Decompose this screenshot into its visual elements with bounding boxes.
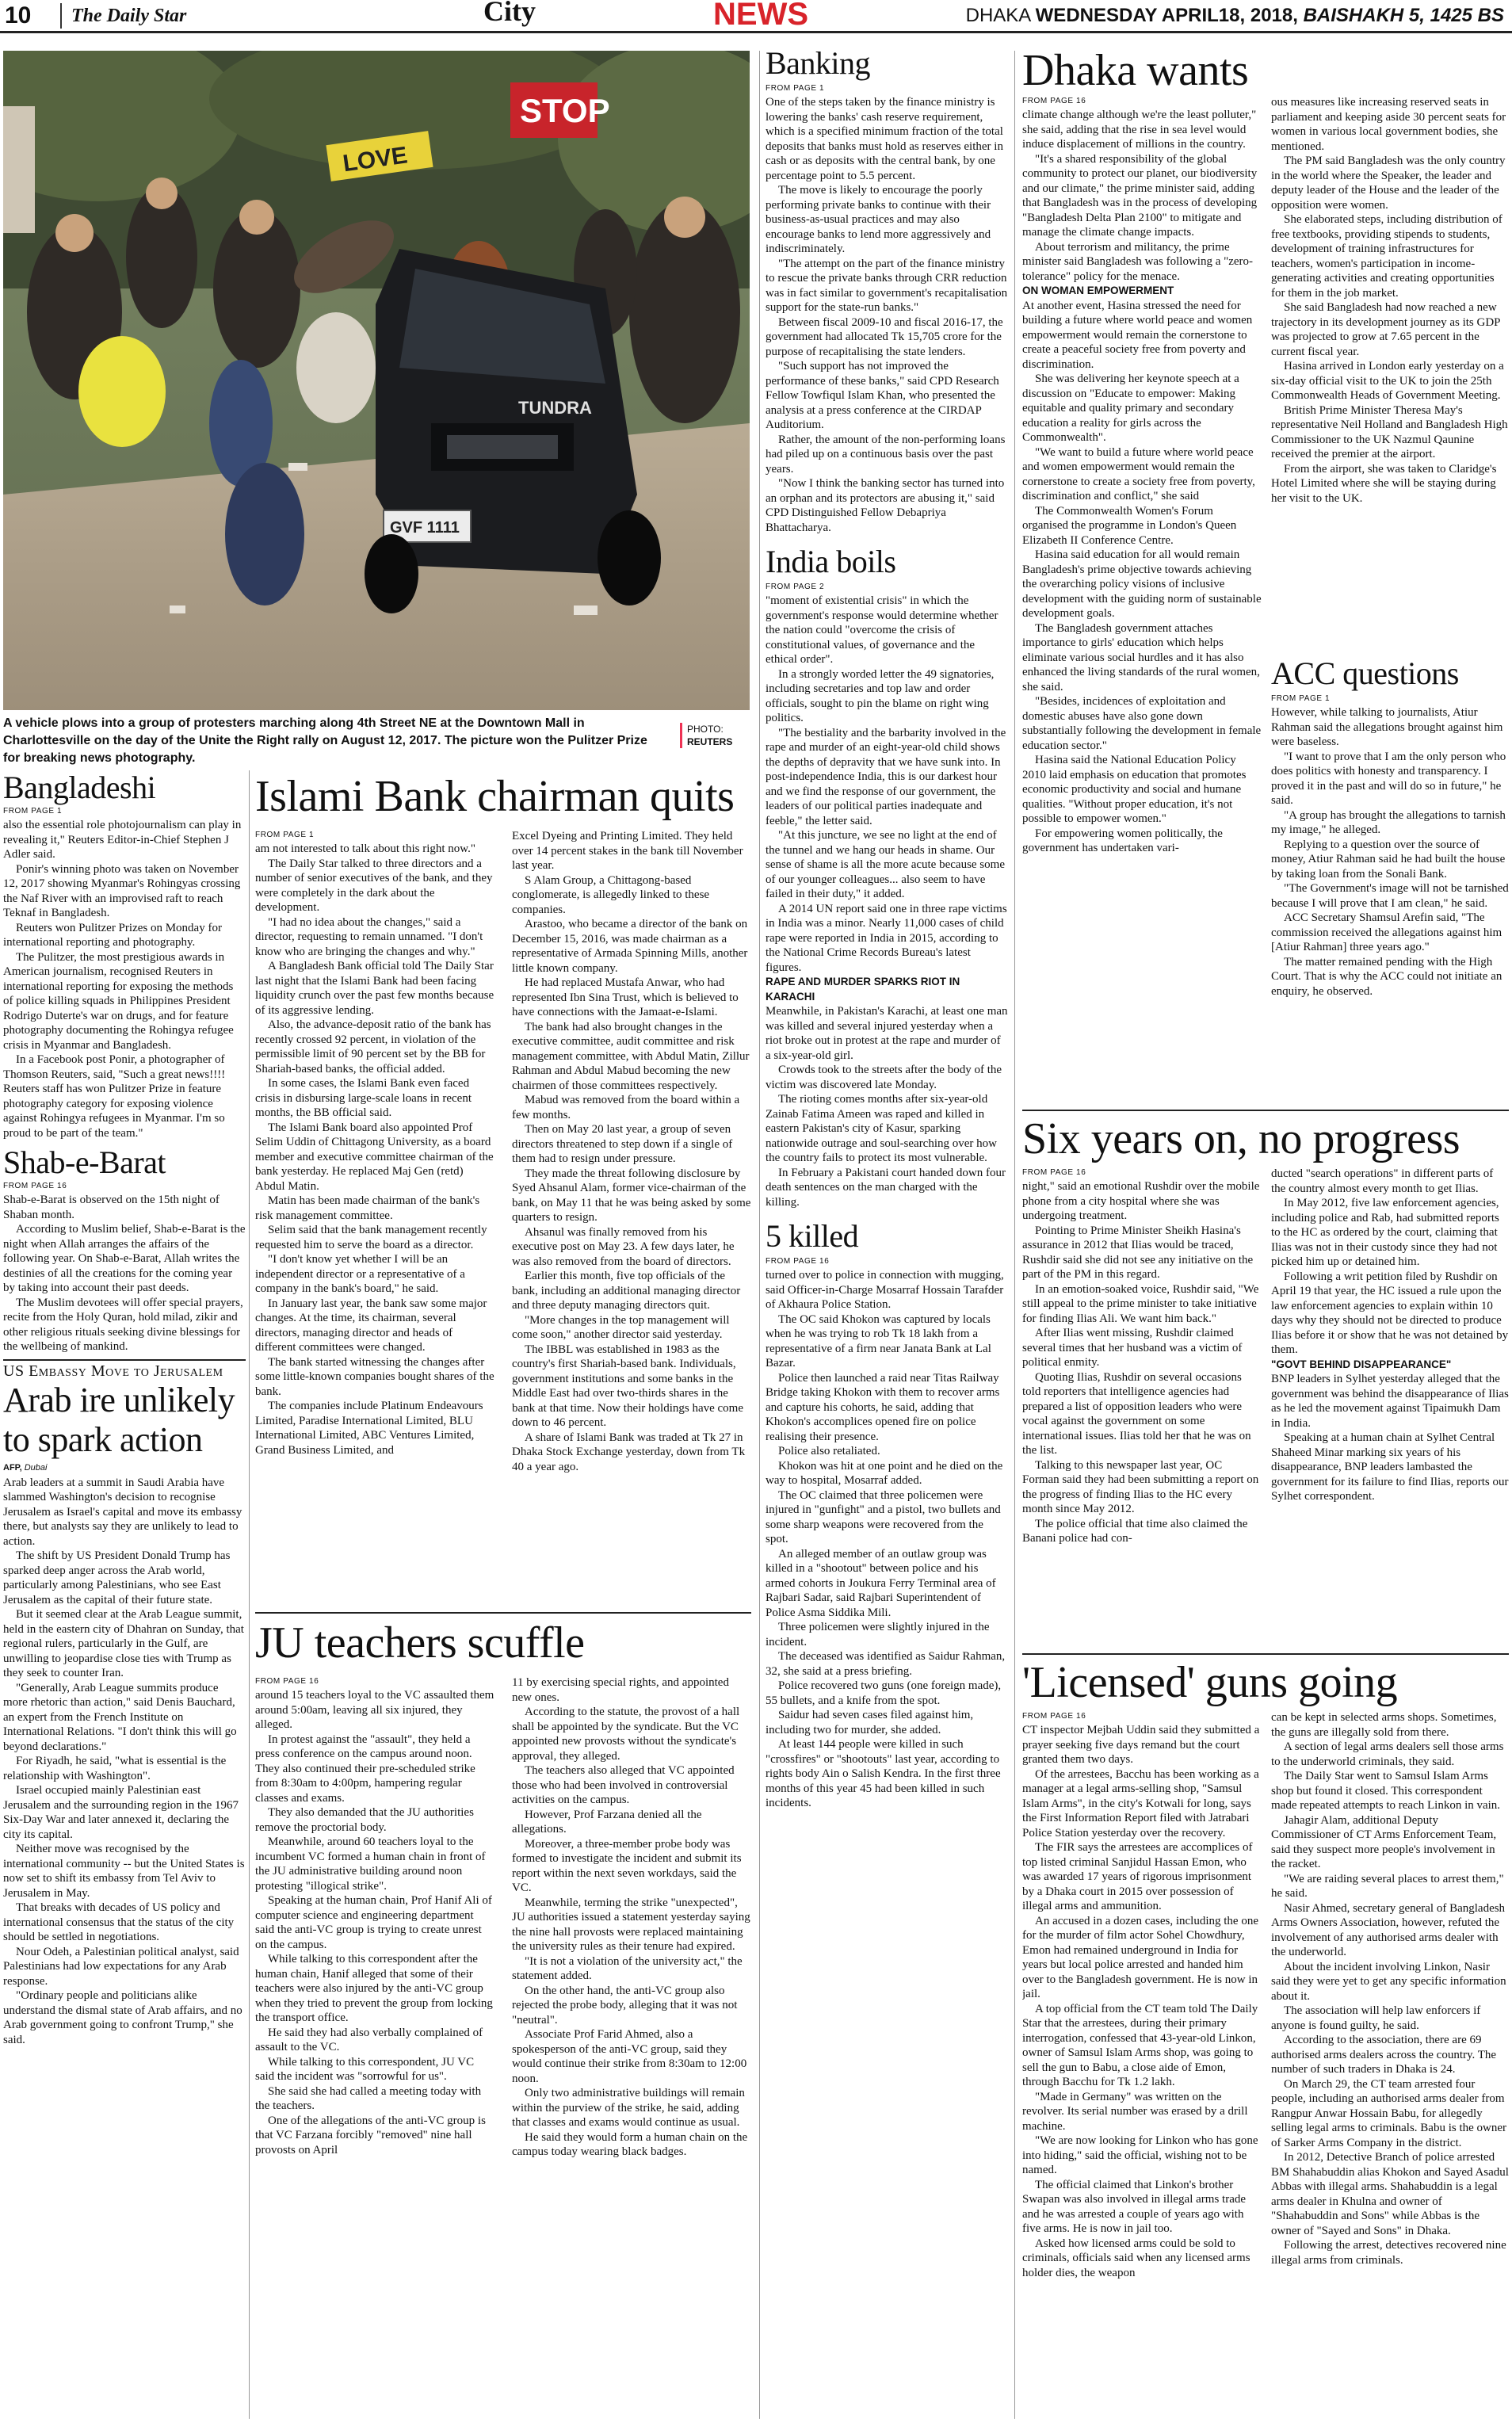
paragraph: Only two administrative buildings will remain within the purview of the strike, he said, adding that classes and exams would continue as usual. (512, 2087, 745, 2129)
masthead-logo: The Daily Star (60, 3, 186, 29)
paragraph: also the essential role photojournalism can play in revealing it," Reuters Editor-in-Chief Stephen J Adler said. (3, 819, 242, 861)
byline-agency: AFP, (3, 1462, 22, 1473)
paragraph: One of the allegations of the anti-VC group is that VC Farzana forcibly "removed" nine hall provosts on April (255, 2114, 486, 2156)
body-bangladeshi (3, 818, 246, 1140)
paragraph: "moment of existential crisis" in which the government's response would determine whether the nation could "overcome the crisis of constitutional values, of governance and the ethical order". (766, 594, 998, 666)
paragraph: "The attempt on the part of the finance ministry to rescue the private banks through CRR reduction was in fact similar to government's recapitalisation support for the state-run banks." (766, 257, 1008, 314)
paragraph: "The Government's image will not be tarnished because I will prove that I am clean," he said. (1271, 882, 1509, 910)
paragraph: Speaking at a human chain at Sylhet Central Shaheed Minar marking six years of his disappearance, BNP leaders lambasted the government for its failure to find Ilias, reports our Sylhet correspondent. (1271, 1431, 1509, 1503)
paragraph: Hasina arrived in London early yesterday on a six-day official visit to the UK to join the 25th Commonwealth Heads of Government Meeting. (1271, 360, 1504, 402)
body-islami-1 (255, 842, 494, 1457)
paragraph: Excel Dyeing and Printing Limited. They held over 14 percent stakes in the bank till November last year. (512, 830, 743, 872)
paragraph: CT inspector Mejbah Uddin said they submitted a prayer seeking five days remand but the court granted them two days. (1022, 1724, 1260, 1766)
paragraph: night," said an emotional Rushdir over the mobile phone from a city hospital where she was undergoing treatment. (1022, 1180, 1260, 1222)
islami-column-1 (255, 829, 494, 1558)
guns-column-2 (1271, 1710, 1509, 2419)
paragraph: "We are now looking for Linkon who has gone into hiding," said the official, wishing not to be named. (1022, 2134, 1258, 2176)
paragraph: About terrorism and militancy, the prime minister said Bangladesh was following a "zero-tolerance" policy for the menace. (1022, 240, 1254, 283)
paragraph: The Muslim devotees will offer special prayers, recite from the Holy Quran, hold milad, zikir and other religious rituals seeking divine blessings for the wellbeing of mankind. (3, 1296, 243, 1353)
headline-islami: Islami Bank chairman quits (255, 772, 735, 821)
date-bengali: BAISHAKH 5, 1425 BS (1303, 5, 1504, 26)
paragraph: The move is likely to encourage the poorly performing private banks to continue with their business-as-usual practices and may also encourage banks to lend more aggressively and indiscriminately. (766, 184, 991, 255)
paragraph: Police recovered two guns (one foreign made), 55 bullets, and a knife from the spot. (766, 1679, 1002, 1707)
paragraph: Moreover, a three-member probe body was formed to investigate the incident and submit its report within the next seven workdays, said the VC. (512, 1837, 742, 1894)
section-label: City (483, 0, 536, 27)
news-label: NEWS (713, 0, 808, 32)
byline-place: Dubai (24, 1462, 48, 1473)
from-page-guns: FROM PAGE 16 (1022, 1712, 1086, 1721)
six-column-1 (1022, 1167, 1262, 1650)
paragraph: British Prime Minister Theresa May's representative Neil Holland and Bangladesh High Commissioner to the UK Nazmul Qaunine received the premier at the airport. (1271, 403, 1508, 460)
body-guns-2 (1271, 1710, 1509, 2267)
paragraph: She said she had called a meeting today with the teachers. (255, 2084, 482, 2112)
paragraph: The OC claimed that three policemen were injured in "gunfight" and a pistol, two bullets and some sharp weapons were recovered from the spot. (766, 1488, 1001, 1545)
headline-acc: ACC questions (1271, 655, 1459, 691)
body-shab (3, 1193, 246, 1354)
paragraph: Police then launched a raid near Titas Railway Bridge taking Khokon with them to recover arms and capture his cohorts, he said, adding that Khokon's accomplices opened fire on police realising their presence. (766, 1371, 1000, 1443)
headline-dhaka: Dhaka wants (1022, 46, 1249, 95)
paragraph: In a strongly worded letter the 49 signatories, including secretaries and top law and order officials, sought to pin the blame on right wing politics. (766, 667, 995, 724)
paragraph: She said Bangladesh had now reached a new trajectory in its development journey as its GDP was projected to grow at 7.65 percent in the current fiscal year. (1271, 301, 1500, 358)
paragraph: He said they had also verbally complained of assault to the VC. (255, 2026, 483, 2053)
column-divider-center (759, 51, 760, 2419)
paragraph: A 2014 UN report said one in three rape victims in India was a minor. Nearly 11,000 cases of child rape were reported in India in 2015, according to the National Crime Records Bureau's latest figures. (766, 902, 1007, 974)
left-column (3, 770, 246, 2419)
paragraph: "Made in Germany" was written on the revolver. Its serial number was erased by a drill machine. (1022, 2090, 1248, 2133)
paragraph: Quoting Ilias, Rushdir on several occasions told reporters that intelligence agencies had prepared a list of opposition leaders who were vocal against the government on some international issues. Ilias told her that he was on the list. (1022, 1370, 1251, 1457)
paragraph: About the incident involving Linkon, Nasir said they were yet to get any specific information about it. (1271, 1960, 1506, 2003)
paragraph: The Bangladesh government attaches importance to girls' education which helps eliminate various social hurdles and it has also enhanced the living standards of the rural women, she said. (1022, 621, 1260, 693)
body-india (766, 594, 1008, 1209)
paragraph: From the airport, she was taken to Claridge's Hotel Limited where she will be staying during her visit to the UK. (1271, 462, 1497, 505)
paragraph: However, while talking to journalists, Atiur Rahman said the allegations brought against him were baseless. (1271, 706, 1503, 748)
paragraph: The Islami Bank board also appointed Prof Selim Uddin of Chittagong University, as a board member and executive committee chairman of the bank yesterday. He replaced Maj Gen (retd) Abdul Matin. (255, 1121, 494, 1193)
paragraph: Earlier this month, five top officials of the bank, including an additional managing director and three deputy managing directors quit. (512, 1270, 741, 1312)
paragraph: Also, the advance-deposit ratio of the bank has recently crossed 92 percent, in violation of the permissible limit of 90 percent set by the BB for Shariah-based banks, the official added. (255, 1018, 491, 1075)
paragraph: "It is not a violation of the university act," the statement added. (512, 1954, 743, 1982)
paragraph: In February a Pakistani court handed down four death sentences on the man charged with the killing. (766, 1166, 1006, 1209)
dateline (966, 3, 1504, 29)
body-islami-2 (512, 829, 751, 1474)
paragraph: For Riyadh, he said, "what is essential is the relationship with Washington". (3, 1755, 227, 1782)
paragraph: The association will help law enforcers if anyone is found guilty, he said. (1271, 2004, 1481, 2032)
paragraph: Meanwhile, terming the strike "unexpected", JU authorities issued a statement yesterday saying the nine hall provosts were replaced maintaining the university rules as their tenure had expired. (512, 1896, 750, 1953)
photo-caption: A vehicle plows into a group of protesters marching along 4th Street NE at the Downtown Mall in Charlottesville on the day of the Unite the Right rally on August 12, 2017. The picture won the Pulitzer Prize for breaking news photography. (3, 716, 647, 765)
headline-india: India boils (766, 544, 896, 579)
paragraph: Ahsanul was finally removed from his executive post on May 23. A few days later, he was also removed from the board of directors. (512, 1225, 735, 1268)
six-column-2 (1271, 1167, 1509, 1650)
body-five (766, 1268, 1008, 1811)
dhaka-column-1 (1022, 95, 1262, 1117)
paragraph: Of the arrestees, Bacchu has been working as a manager at a legal arms-selling shop, "Samsul Islam Arms", in the city's Kotwali for long, says the First Information Report filed with Jatrabari Police Station yesterday over the recovery. (1022, 1767, 1259, 1839)
from-page-shab: FROM PAGE 16 (3, 1182, 67, 1190)
paragraph: Nour Odeh, a Palestinian political analyst, said Palestinians had low expectations for any Arab response. (3, 1945, 239, 1988)
paragraph: The bank had also brought changes in the executive committee, audit committee and risk management committee, with Abdul Matin, Zillur Rahman and Abdul Mabud becoming the new chairmen of those committees respectively. (512, 1020, 750, 1092)
paragraph: A Bangladesh Bank official told The Daily Star last night that the Islami Bank had been facing liquidity crunch over the past few months because of its aggressive lending. (255, 960, 494, 1017)
paragraph: He had replaced Mustafa Anwar, who had represented Ibn Sina Trust, which is believed to have connections with the Jamaat-e-Islami. (512, 976, 739, 1018)
paragraph: Pointing to Prime Minister Sheikh Hasina's assurance in 2012 that Ilias would be traced, Rushdir said she did not see any initiative on the part of the PM in this regard. (1022, 1224, 1254, 1281)
ju-column-1 (255, 1675, 494, 2419)
article-five (766, 1217, 1008, 1811)
photo-credit (680, 723, 751, 748)
paragraph: In a Facebook post Ponir, a photographer of Thomson Reuters, said, "Such a great news!!!! Reuters staff has won Pulitzer Prize in feature photography category for exposing violence against Rohingya refugees in Myanmar. I'm so proud to be part of the team." (3, 1053, 226, 1140)
paragraph: "The bestiality and the barbarity involved in the rape and murder of an eight-year-old child shows the depths of depravity that we have sunk into. In post-independence India, this is our darkest hour and we find the response of our government, the leaders of our political parties inadequate and feeble," the letter said. (766, 726, 1006, 827)
paragraph: An accused in a dozen cases, including the one for the murder of film actor Sohel Chowdhury, Emon had remained underground in India for years but local police arrested and handed him over to the Bangladesh government. He is now in jail. (1022, 1914, 1258, 2000)
photo-credit-source: REUTERS (687, 736, 733, 747)
paragraph: Replying to a question over the source of money, Atiur Rahman said he had built the house by taking loan from the Sonali Bank. (1271, 838, 1506, 881)
paragraph: An alleged member of an outlaw group was killed in a "shootout" between police and his armed cohorts in Joukura Ferry Terminal area of Rajbari Sadar, said Rajbari Superintendent of Police Asma Siddika Mili. (766, 1547, 996, 1619)
paragraph: The OC said Khokon was captured by locals when he was trying to rob Tk 18 lakh from a representative of a firm near Janata Bank at Lal Bazar. (766, 1312, 991, 1370)
paragraph: The Pulitzer, the most prestigious awards in American journalism, recognised Reuters in international reporting for exposing the methods of police killing squads in Philippines President Rodrigo Duterte's war on drugs, and for feature photography documenting the Rohingya refugee crisis in Myanmar and Bangladesh. (3, 950, 234, 1052)
paragraph: The police official that time also claimed the Banani police had con- (1022, 1517, 1248, 1545)
svg-text:TUNDRA: TUNDRA (518, 398, 592, 418)
subheading: ON WOMAN EMPOWERMENT (1022, 285, 1174, 296)
kicker-arab: US Embassy Move to Jerusalem (3, 1362, 223, 1380)
paragraph: "I had no idea about the changes," said a director, requesting to remain unnamed. "I don't know who are bringing the changes and why." (255, 915, 483, 958)
paragraph: The Commonwealth Women's Forum organised the programme in London's Queen Elizabeth II Conference Centre. (1022, 504, 1237, 547)
paragraph: The IBBL was established in 1983 as the country's first Shariah-based bank. Individuals, government institutions and some banks in the Middle East had over two-thirds shares in the bank at that time. Now their holdings have come down to 46 percent. (512, 1343, 744, 1429)
section-rule-guns (1022, 1653, 1509, 1655)
body-ju-1 (255, 1688, 494, 2157)
paragraph: He said they would form a human chain on the campus today wearing black badges. (512, 2130, 748, 2158)
paragraph: Following a writ petition filed by Rushdir on April 19 that year, the HC issued a rule upon the law enforcement agencies to explain within 10 days why they should not be directed to produce Ilias before it or show that he was not detained by them. (1271, 1270, 1509, 1356)
article-banking (766, 44, 1008, 535)
paragraph: In May 2012, five law enforcement agencies, including police and Rab, had submitted reports to the HC as ordered by the court, claiming that Ilias was not in their custody since they had not picked him up or detained him. (1271, 1197, 1499, 1268)
paragraph: According to Muslim belief, Shab-e-Barat is the night when Allah arranges the affairs of the following year. On Shab-e-Barat, Allah writes the destinies of all the creations for the coming year by taking into account their past deeds. (3, 1223, 246, 1294)
date-prefix: DHAKA (965, 5, 1030, 26)
body-six-2 (1271, 1167, 1509, 1504)
headline-arab: Arab ire unlikely to spark action (3, 1380, 235, 1459)
svg-text:GVF 1111: GVF 1111 (390, 519, 460, 537)
paragraph: After Ilias went missing, Rushdir claimed several times that her husband was a victim of political enmity. (1022, 1327, 1243, 1369)
headline-bangladeshi: Bangladeshi (3, 770, 156, 805)
paragraph: Selim said that the bank management recently requested him to serve the board as a director. (255, 1224, 487, 1251)
paragraph: The bank started witnessing the changes after some little-known companies bought shares of the bank. (255, 1355, 494, 1398)
paragraph: "We want to build a future where world peace and women empowerment would remain the cornerstone to create a society free from poverty, discrimination and conflict," she said (1022, 445, 1255, 502)
paragraph: am not interested to talk about this right now." (255, 842, 476, 855)
paragraph: Meanwhile, in Pakistan's Karachi, at least one man was killed and several injured yesterday when a riot broke out in protest at the rape and murder of a six-year-old girl. (766, 1005, 1008, 1062)
body-six-1 (1022, 1179, 1262, 1546)
paragraph: Arastoo, who became a director of the bank on December 15, 2016, was made chairman as a representative of Armada Spinning Mills, another little known company. (512, 918, 748, 975)
photo-credit-label: PHOTO: (687, 724, 724, 735)
from-page-bangladeshi: FROM PAGE 1 (3, 807, 63, 816)
paragraph: "More changes in the top management will come soon," another director said yesterday. (512, 1313, 730, 1341)
headline-six: Six years on, no progress (1022, 1114, 1460, 1163)
page-number: 10 (5, 2, 32, 29)
paragraph: "It's a shared responsibility of the global community to protect our planet, our biodiversity and our climate," the prime minister said, adding that Bangladesh was in the process of developing "Bangladesh Delta Plan 2100" to mitigate and manage the climate change impacts. (1022, 152, 1258, 239)
from-page-india: FROM PAGE 2 (766, 583, 825, 591)
paragraph: Khokon was hit at one point and he died on the way to hospital, Mosarraf added. (766, 1459, 1003, 1487)
paragraph: Hasina said the National Education Policy 2010 laid emphasis on education that promotes economic productivity and social and humane qualities. "Without proper education, it's not possible to empower women." (1022, 754, 1247, 825)
paragraph: BNP leaders in Sylhet yesterday alleged that the government was behind the disappearance of Ilias as he led the movement against Tipaimukh Dam in India. (1271, 1373, 1509, 1430)
byline-arab (3, 1463, 246, 1473)
paragraph: The deceased was identified as Saidur Rahman, 32, she said at a press briefing. (766, 1650, 1006, 1678)
paragraph: ducted "search operations" in different parts of the country almost every month to get Ilias. (1271, 1167, 1494, 1195)
paragraph: In some cases, the Islami Bank even faced crisis in disbursing large-scale loans in recent months, the BB official said. (255, 1077, 472, 1119)
paragraph: Israel occupied mainly Palestinian east Jerusalem and the surrounding region in the 1967 Six-Day War and later annexed it, declaring the city its capital. (3, 1784, 239, 1841)
paragraph: "I don't know yet whether I will be an independent director or a representative of a company in the bank's board," he said. (255, 1253, 465, 1295)
from-page-ju: FROM PAGE 16 (255, 1677, 319, 1686)
news-photo (3, 51, 750, 710)
paragraph: around 15 teachers loyal to the VC assaulted them around 5:00am, leaving all six injured, they alleged. (255, 1689, 494, 1731)
subheading: "GOVT BEHIND DISAPPEARANCE" (1271, 1358, 1452, 1370)
section-rule (255, 1612, 751, 1614)
paragraph: While talking to this correspondent, JU VC said the incident was "sorrowful for us". (255, 2055, 475, 2083)
subheading: RAPE AND MURDER SPARKS RIOT IN KARACHI (766, 976, 960, 1003)
paragraph: "I want to prove that I am the only person who does politics with honesty and transparency. I proved it in the past and will do so in future," he said. (1271, 750, 1506, 807)
paragraph: Rather, the amount of the non-performing loans had piled up on a continuous basis over the past years. (766, 433, 1006, 476)
paragraph: Matin has been made chairman of the bank's risk management committee. (255, 1194, 480, 1222)
paragraph: Shab-e-Barat is observed on the 15th night of Shaban month. (3, 1194, 220, 1221)
paragraph: While talking to this correspondent after the human chain, Hanif alleged that some of their teachers were also injured by the anti-VC group when they tried to prevent the group from locking the transport office. (255, 1953, 493, 2024)
paragraph: The rioting comes months after six-year-old Zainab Fatima Ameen was raped and killed in eastern Pakistan's city of Kasur, sparking nationwide outrage and soul-searching over how the country fails to protect its most vulnerable. (766, 1093, 997, 1164)
paragraph: On March 29, the CT team arrested four people, including an authorised arms dealer from Rangpur Anwar Hossain Babu, for allegedly selling legal arms to criminals. Babu is the owner of Sarker Arms Company in the district. (1271, 2077, 1507, 2149)
from-page-six: FROM PAGE 16 (1022, 1168, 1086, 1177)
paragraph: Speaking at the human chain, Prof Hanif Ali of computer science and engineering department said the anti-VC group is trying to create unrest on the campus. (255, 1894, 492, 1951)
svg-text:STOP: STOP (520, 92, 610, 129)
paragraph: In an emotion-soaked voice, Rushdir said, "We still appeal to the prime minister to take initiative for finding Ilias Ali. We want him back." (1022, 1282, 1259, 1325)
paragraph: S Alam Group, a Chittagong-based conglomerate, is allegedly linked to these companies. (512, 873, 710, 916)
paragraph: The matter remained pending with the High Court. That is why the ACC could not initiate an enquiry, he observed. (1271, 955, 1502, 998)
from-page-five: FROM PAGE 16 (766, 1257, 830, 1266)
paragraph: They made the threat following disclosure by Syed Ahsanul Alam, former vice-chairman of the bank, on May 11 that he was being asked by some quarters to resign. (512, 1167, 751, 1224)
article-arab (3, 1359, 246, 2048)
paragraph: According to the association, there are 69 authorised arms dealers across the country. The number of such traders in Dhaka is 24. (1271, 2034, 1497, 2076)
paragraph: However, Prof Farzana denied all the allegations. (512, 1808, 702, 1836)
body-dhaka-2 (1271, 95, 1509, 506)
paragraph: Arab leaders at a summit in Saudi Arabia have slammed Washington's decision to recognise Jerusalem as Israel's capital and move its embassy there, but analysts say they are unlikely to lead to action. (3, 1476, 242, 1548)
article-shab (3, 1145, 246, 1354)
from-page-islami: FROM PAGE 1 (255, 831, 315, 839)
headline-ju: JU teachers scuffle (255, 1618, 585, 1668)
paragraph: "At this juncture, we see no light at the end of the tunnel and we hang our heads in shame. Our sense of shame is all the more acute because some of our younger colleagues... also seem to have failed in their duty," it added. (766, 829, 1005, 900)
paragraph: In January last year, the bank saw some major changes. At the time, its chairman, several directors, managing director and heads of different committees were changed. (255, 1297, 487, 1354)
paragraph: Crowds took to the streets after the body of the victim was discovered late Monday. (766, 1064, 1002, 1091)
column-divider-right (1014, 51, 1015, 2419)
body-dhaka-1 (1022, 108, 1262, 856)
paragraph: Neither move was recognised by the international community -- but the United States is now set to shift its embassy from Tel Aviv to Jerusalem in May. (3, 1843, 245, 1900)
dhaka-column-2 (1271, 95, 1509, 666)
body-acc (1271, 705, 1509, 999)
paragraph: The teachers also alleged that VC appointed those who had been involved in controversial activities on the campus. (512, 1764, 735, 1806)
paragraph: Asked how licensed arms could be sold to criminals, officials said when any licensed arms holder dies, the weapon (1022, 2237, 1250, 2279)
paragraph: "Now I think the banking sector has turned into an orphan and its protectors are abusing it," said CPD Distinguished Fellow Debapriya Bhattacharya. (766, 477, 1005, 534)
paragraph: According to the statute, the provost of a hall shall be appointed by the syndicate. But the VC appointed new provosts without the syndicate's approval, they alleged. (512, 1706, 740, 1763)
paragraph: Meanwhile, around 60 teachers loyal to the incumbent VC formed a human chain in front of the JU administrative building around noon protesting "illogical strike". (255, 1836, 486, 1893)
paragraph: She was delivering her keynote speech at a discussion on "Educate to empower: Making equitable and quality primary and secondary education a reality for girls across the Commonwealth". (1022, 372, 1239, 444)
from-page-acc: FROM PAGE 1 (1271, 694, 1331, 703)
paragraph: 11 by exercising special rights, and appointed new ones. (512, 1676, 729, 1704)
paragraph: Ponir's winning photo was taken on November 12, 2017 showing Myanmar's Rohingyas crossing the Naf River with an improvised raft to reach Teknaf in Bangladesh. (3, 862, 241, 919)
body-ju-2 (512, 1675, 751, 2160)
paragraph: On the other hand, the anti-VC group also rejected the probe body, alleging that it was not "neutral". (512, 1984, 738, 2027)
paragraph: A section of legal arms dealers sell those arms to the underworld criminals, they said. (1271, 1740, 1504, 1768)
paragraph: ACC Secretary Shamsul Arefin said, "The commission received the allegations against him [Atiur Rahman] three years ago." (1271, 911, 1502, 953)
paragraph: climate change although we're the least polluter," she said, adding that the rise in sea level would induce displacement of millions in the country. (1022, 109, 1257, 151)
svg-text:LOVE: LOVE (341, 142, 410, 178)
headline-banking: Banking (766, 45, 871, 81)
paragraph: Mabud was removed from the board within a few months. (512, 1094, 740, 1121)
article-india (766, 543, 1008, 1209)
headline-shab: Shab-e-Barat (3, 1144, 166, 1180)
page-header (0, 0, 1512, 33)
paragraph: At another event, Hasina stressed the need for building a future where world peace and women empowerment would remain the cornerstone to create a peaceful society free from poverty and discrimination. (1022, 299, 1253, 371)
body-banking (766, 95, 1008, 535)
paragraph: Between fiscal 2009-10 and fiscal 2016-17, the government had allocated Tk 15,705 crore for the purpose of recapitalising the state lenders. (766, 315, 1003, 358)
paragraph: The official claimed that Linkon's brother Swapan was also involved in illegal arms trade and he was arrested a couple of years ago with five arms. He is now in jail too. (1022, 2178, 1247, 2235)
paragraph: "A group has brought the allegations to tarnish my image," he alleged. (1271, 808, 1506, 836)
article-ju (255, 1617, 751, 1680)
paragraph: Reuters won Pulitzer Prizes on Monday for international reporting and photography. (3, 921, 222, 949)
paragraph: "Such support has not improved the performance of these banks," said CPD Research Fellow Towfiqul Islam Khan, who presented the analysis at a press conference at the CIRDAP Auditorium. (766, 360, 999, 431)
paragraph: At least 144 people were killed in such "crossfires" or "shootouts" last year, according to rights body Ain o Salish Kendra. In the first three months of this year 45 had been killed in such incidents. (766, 1738, 1001, 1809)
paragraph: Nasir Ahmed, secretary general of Bangladesh Arms Owners Association, however, refuted the involvement of any authorised arms dealer with the underworld. (1271, 1901, 1506, 1958)
article-acc (1271, 655, 1509, 1122)
paragraph: Three policemen were slightly injured in the incident. (766, 1621, 990, 1648)
body-guns-1 (1022, 1723, 1262, 2280)
paragraph: That breaks with decades of US policy and international consensus that the status of the city should be settled in negotiations. (3, 1901, 235, 1943)
paragraph: The FIR says the arrestees are accomplices of top listed criminal Sanjidul Hassan Emon, who was awarded 17 years of rigorous imprisonment by a Dhaka court in 2015 over possession of illegal arms and ammunition. (1022, 1841, 1253, 1912)
paragraph: In protest against the "assault", they held a press conference on the campus around noon. They also continued their pre-scheduled strike from 8:30am to 4:00pm, hampering regular classes and exams. (255, 1732, 475, 1805)
date-main: WEDNESDAY APRIL18, 2018, (1035, 5, 1298, 26)
headline-five: 5 killed (766, 1218, 859, 1254)
paragraph: She elaborated steps, including distribution of free textbooks, providing stipends to students, development of training infrastructures for teachers, women's participation in income-generating activities and creating opportunities for them in the job market. (1271, 213, 1502, 300)
paragraph: But it seemed clear at the Arab League summit, held in the eastern city of Dhahran on Sunday, that regional rulers, particularly in the Gulf, are unwilling to jeopardise close ties with Trump as they seek to counter Iran. (3, 1608, 244, 1679)
paragraph: In 2012, Detective Branch of police arrested BM Shahabuddin alias Khokon and Sayed Asadul Abbas with illegal arms. Shahabuddin is a legal arms dealer in Khulna and owner of "Shahabuddin and Sons" while Abbas is the owner of "Sayed and Sons" in Dhaka. (1271, 2151, 1509, 2237)
ju-column-2 (512, 1675, 751, 2419)
paragraph: Then on May 20 last year, a group of seven directors threatened to step down if a single of them had to resign under pressure. (512, 1123, 733, 1165)
guns-column-1 (1022, 1710, 1262, 2419)
headline-guns: 'Licensed' guns going (1022, 1658, 1398, 1707)
paragraph: The Daily Star talked to three directors and a number of senior executives of the bank, and they were completely in the dark about the development. (255, 857, 493, 914)
paragraph: "Ordinary people and politicians alike understand the dismal state of Arab affairs, and no Arab government going to confront Trump," she said. (3, 1989, 242, 2046)
paragraph: The shift by US President Donald Trump has sparked deep anger across the Arab world, particularly among Palestinians, who see East Jerusalem as the capital of their future state. (3, 1549, 231, 1606)
article-bangladeshi (3, 770, 246, 1140)
column-divider (249, 770, 250, 2419)
paragraph: "Generally, Arab League summits produce more rhetoric than action," said Denis Bauchard, an expert from the French Institute on International Relations. "I don't think this will go beyond declarations." (3, 1681, 237, 1753)
paragraph: ous measures like increasing reserved seats in parliament and keeping aside 30 percent seats for women in various local government bodies, she mentioned. (1271, 96, 1506, 153)
section-rule-six (1022, 1110, 1509, 1111)
protest-photo-illustration (3, 51, 750, 710)
paragraph: "We are raiding several places to arrest them," he said. (1271, 1872, 1504, 1900)
paragraph: For empowering women politically, the government has undertaken vari- (1022, 827, 1223, 854)
paragraph: Talking to this newspaper last year, OC Forman said they had been submitting a report on the progress of finding Ilias to the HC every month since May 2012. (1022, 1458, 1259, 1515)
middle-column (766, 44, 1008, 2419)
paragraph: turned over to police in connection with mugging, said Officer-in-Charge Mosarraf Hossain Tarafder of Akhaura Police Station. (766, 1269, 1004, 1311)
paragraph: They also demanded that the JU authorities remove the proctorial body. (255, 1806, 474, 1834)
paragraph: Jahagir Alam, additional Deputy Commissioner of CT Arms Enforcement Team, said they suspect more people's involvement in the racket. (1271, 1813, 1497, 1870)
paragraph: Police also retaliated. (778, 1445, 880, 1457)
from-page-banking: FROM PAGE 1 (766, 84, 825, 93)
paragraph: The Daily Star went to Samsul Islam Arms shop but found it closed. This correspondent made repeated attempts to reach Linkon in vain. (1271, 1770, 1501, 1812)
islami-column-2 (512, 829, 751, 1558)
paragraph: Associate Prof Farid Ahmed, also a spokesperson of the anti-VC group, said they would continue their strike from 8:30am to 12:00 noon. (512, 2028, 747, 2085)
body-arab (3, 1476, 246, 2048)
paragraph: Hasina said education for all would remain Bangladesh's prime objective towards achieving the overarching policy visions of inclusive development with the guiding norm of sustainable development goals. (1022, 548, 1262, 620)
paragraph: "Besides, incidences of exploitation and domestic abuses have also gone down substantially following the development in female education sector." (1022, 695, 1262, 752)
paragraph: One of the steps taken by the finance ministry is lowering the banks' cash reserve requirement, which is a specified minimum fraction of the total deposits that banks must hold as reserves either in cash or as deposits with the central bank, by one percentage point to 5.5 percent. (766, 96, 1003, 182)
from-page-dhaka: FROM PAGE 16 (1022, 97, 1086, 105)
paragraph: The PM said Bangladesh was the only country in the world where the Speaker, the leader and deputy leader of the House and the leader of the opposition were women. (1271, 155, 1506, 212)
paragraph: The companies include Platinum Endeavours Limited, Paradise International Limited, BLU International Limited, ABC Ventures Limited, Grand Business Limited, and (255, 1400, 483, 1457)
paragraph: Following the arrest, detectives recovered nine illegal arms from criminals. (1271, 2239, 1506, 2267)
paragraph: can be kept in selected arms shops. Sometimes, the guns are illegally sold from there. (1271, 1711, 1497, 1739)
paragraph: Saidur had seven cases filed against him, including two for murder, she added. (766, 1709, 974, 1736)
paragraph: A top official from the CT team told The Daily Star that the arrestees, during their primary interrogation, confessed that 43-year-old Linkon, owner of Samsul Islam Arms shop, was going to sell the gun to Babu, a close aide of Emon, through Bacchu for Tk 1.2 lakh. (1022, 2002, 1258, 2088)
paragraph: A share of Islami Bank was traded at Tk 27 in Dhaka Stock Exchange yesterday, down from Tk 40 a year ago. (512, 1431, 746, 1473)
